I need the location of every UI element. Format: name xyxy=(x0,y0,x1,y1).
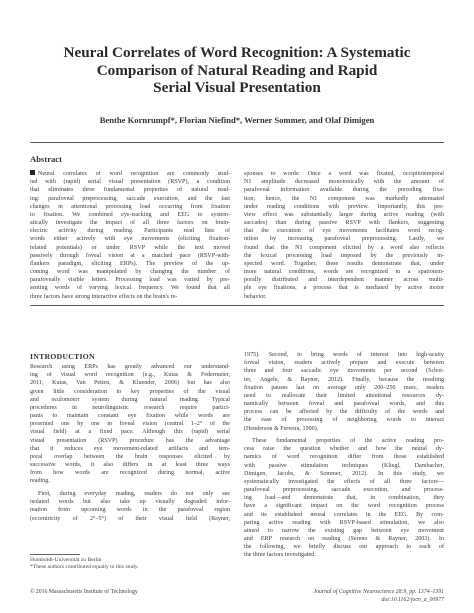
text-line: that it reduces eye movement-related artifacts and tem- xyxy=(30,445,230,452)
text-line: coming word was manipulated by changing the number of xyxy=(30,269,230,276)
text-line: reading. xyxy=(30,478,50,485)
abstract-column-right xyxy=(244,170,444,301)
text-line: and oculomotor system during natural reading. Typical xyxy=(30,396,230,403)
text-line: poral overlap between the brain responses elicited by xyxy=(30,453,230,460)
text-line: porally distributed and interdependent manner across multi- xyxy=(244,277,444,284)
text-line: Research using ERPs has greatly advanced our understand- xyxy=(30,364,230,370)
text-line: visual field) at a fixed pace. Although this (rapid) serial xyxy=(30,429,230,436)
text-line: view effect was substantially larger during active reading (with xyxy=(244,211,444,218)
copyright-notice: © 2016 Massachusetts Institute of Technology xyxy=(30,589,138,595)
text-line: ter, Angele, & Rayner, 2012). Finally, because the resulting xyxy=(244,376,444,383)
title-line: Comparison of Natural Reading and Rapid xyxy=(96,61,378,79)
text-line: presented one by one in foveal vision (central 1–2° of the xyxy=(30,421,230,428)
text-line: atically investigate the impact of all three factors on brain- xyxy=(30,220,230,227)
text-line: and its established neural correlates in the EEG. By com- xyxy=(244,511,444,518)
text-line: process can be affected by the difficulty of the words and xyxy=(244,409,444,416)
abstract-heading: Abstract xyxy=(30,154,62,164)
text-line: ing of visual word recognition (e.g., Kutas & Federmeier, xyxy=(30,372,230,379)
footnote-equal-contribution: *These authors contributed equally to this study. xyxy=(30,564,139,570)
text-line: mation from upcoming words in the parafoveal region xyxy=(30,507,230,514)
author-list: Benthe Kornrumpf*, Florian Niefind*, Werner Sommer, and Olaf Dimigen xyxy=(99,115,375,125)
text-line: behavior. xyxy=(244,293,267,300)
text-line: sponses to words: Once a word was fixated, occipitotemporal xyxy=(244,171,444,177)
text-line: passively through foveal vision at a matched pace (RSVP-with- xyxy=(30,252,230,259)
text-line: that the execution of eye movements facilitates word recog- xyxy=(244,228,444,235)
text-line: under reading conditions with preview. Importantly, this pre- xyxy=(244,203,444,210)
text-line: with passive stimulation techniques (Kliegl, Dambacher, xyxy=(244,462,444,469)
intro-column-right-paragraph-2 xyxy=(244,437,444,560)
text-line: parafoveal information available during the preceding fixa- xyxy=(244,187,444,194)
text-line: visual presentation (RSVP) procedure has the advantage xyxy=(30,437,230,444)
text-line xyxy=(30,170,230,178)
text-line: and ERP research on reading (Sereno & Rayner, 2003). In xyxy=(244,536,444,543)
divider xyxy=(30,305,444,306)
text-line: namics of word recognition differ from those established xyxy=(244,454,444,461)
text-line: flankers paradigm, eliciting ERPs). The preview of the up- xyxy=(30,260,230,267)
text-line: the three factors investigated. xyxy=(244,552,316,559)
text-line: more natural conditions, words are recognized in a spatiotem- xyxy=(244,269,444,276)
text-line: foveal vision, readers actively prepare and execute between xyxy=(244,360,444,367)
abstract-column-left xyxy=(30,170,230,301)
text-line: nition by increasing parafoveal preprocessing. Lastly, we xyxy=(244,236,444,243)
section-heading-introduction: INTRODUCTION xyxy=(30,352,95,361)
text-line: senting words of varying lexical frequency. We found that all xyxy=(30,285,230,292)
text-line: isolated words but also take up visually degraded infor- xyxy=(30,499,230,506)
text-line: 2011; Kutas, Van Petten, & Kluender, 2006) but has also xyxy=(30,380,230,387)
text-line: related potentials) or under RSVP while the text moved xyxy=(30,244,230,251)
text-line: electric activity during reading. Participants read lists of xyxy=(30,228,230,235)
text-line: parafoveally visible letters. Processing load was varied by pre- xyxy=(30,277,230,284)
title-line: Serial Visual Presentation xyxy=(153,79,321,96)
text-line: Dimigen, Jacobs, & Sommer, 2012). In this study, we xyxy=(244,470,444,477)
text-line: tion; hence, the N1 component was markedly attenuated xyxy=(244,195,444,202)
text-line: procedures in neurolinguistic research require partici- xyxy=(30,404,230,411)
footnote-divider xyxy=(30,554,80,555)
text-line: changes in attentional processing load occurring from fixation xyxy=(30,203,230,210)
abstract-marker-icon xyxy=(30,170,35,175)
text-line: the lexical processing load imposed by the previously in- xyxy=(244,252,444,259)
text-line: parafoveal preprocessing, saccade execution, and process- xyxy=(244,487,444,494)
text-line: the following, we briefly discuss our approach to each of xyxy=(244,544,444,551)
text-line: namically between foveal and parafoveal words, and this xyxy=(244,401,444,408)
text-line: saccades) than during passive RSVP with flankers, suggesting xyxy=(244,220,444,227)
text-line: to fixation. We combined eye-tracking and EEG to system- xyxy=(30,211,230,218)
text-line: three and four saccadic eye movements per second (Schot- xyxy=(244,368,444,375)
text-line: ied with (rapid) serial visual presentation (RSVP), a condition xyxy=(30,179,230,186)
text-line: ple eye fixations, a process that is mediated by active motor xyxy=(244,285,444,292)
divider xyxy=(30,142,444,143)
journal-citation: Journal of Cognitive Neuroscience 28:9, pp. 1374–1391 xyxy=(313,589,444,595)
text-line: have a significant impact on the word recognition process xyxy=(244,503,444,510)
text-line: ing load—and demonstrate that, in combination, they xyxy=(244,495,444,502)
text-line: cess raise the question whether and how the neural dy- xyxy=(244,446,444,453)
text-line: ing: parafoveal preprocessing, saccade execution, and the fast xyxy=(30,195,230,202)
intro-column-right xyxy=(244,351,444,433)
title-line: Neural Correlates of Word Recognition: A Systematic xyxy=(63,44,411,61)
paper-title xyxy=(40,44,434,97)
text-line: pants to maintain constant eye fixation while words are xyxy=(30,413,230,420)
text-line: First, during everyday reading, readers do not only see xyxy=(38,491,230,497)
text-line: from how words are recognized during normal, active xyxy=(30,470,230,477)
text-line: systematically investigated the effects of all three factors— xyxy=(244,478,444,485)
text-line: that eliminates three fundamental properties of natural read- xyxy=(30,187,230,194)
text-line: given little consideration to key properties of the visual xyxy=(30,388,230,395)
text-line: aimed to narrow the existing gap between eye movement xyxy=(244,527,444,534)
text-line: (eccentricity of 2°–5°) of their visual field (Rayner, xyxy=(30,515,230,522)
text-line: These fundamental properties of the active reading pro- xyxy=(252,438,444,444)
text-span: Neural correlates of word recognition are commonly stud- xyxy=(38,171,230,177)
text-line: N1 amplitude decreased monotonically with the amount of xyxy=(244,179,444,186)
text-line: (Henderson & Ferreira, 1990). xyxy=(244,425,319,432)
text-line: successive words, it also differs in at least three ways xyxy=(30,462,230,469)
text-line: need to reallocate their limited attentional resources dy- xyxy=(244,392,444,399)
intro-column-left-paragraph-2 xyxy=(30,490,230,523)
text-line: fixation pauses last on average only 200–250 msec, readers xyxy=(244,384,444,391)
text-line: three factors have strong interactive effects on the brain's re- xyxy=(30,293,178,300)
intro-column-left xyxy=(30,363,230,486)
text-line: spected word. Together, these results demonstrate that, under xyxy=(244,260,444,267)
footnote-affiliation: Humboldt-Universität zu Berlin xyxy=(30,557,102,563)
text-line: 1975). Second, to bring words of interest into high-acuity xyxy=(244,352,444,358)
text-line: paring active reading with RSVP-based stimulation, we also xyxy=(244,519,444,526)
text-line: found that the N1 component elicited by a word also reflects xyxy=(244,244,444,251)
doi: doi:10.1162/jocn_a_00977 xyxy=(381,597,444,603)
text-line: words either actively with eye movements (eliciting fixation- xyxy=(30,236,230,243)
text-line: the ease of processing of neighboring words to interact xyxy=(244,417,444,424)
